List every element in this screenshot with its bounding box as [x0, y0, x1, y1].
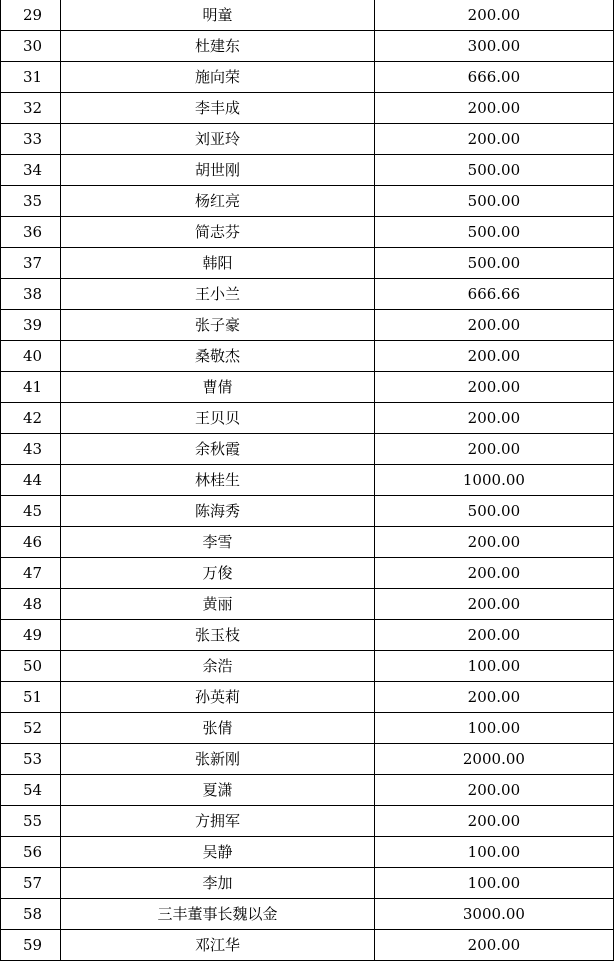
table-row: [1, 744, 614, 775]
donor-name: 夏潇: [61, 775, 375, 806]
donation-amount: 666.66: [374, 279, 613, 310]
table-row: [1, 465, 614, 496]
donation-amount: 200.00: [374, 341, 613, 372]
table-row: [1, 527, 614, 558]
table-row: [1, 434, 614, 465]
row-number: 33: [1, 124, 61, 155]
table-row: [1, 899, 614, 930]
donor-name: 李加: [61, 868, 375, 899]
donor-name: 张玉枝: [61, 620, 375, 651]
donation-amount: 2000.00: [374, 744, 613, 775]
table-row: [1, 837, 614, 868]
table-row: [1, 620, 614, 651]
row-number: 35: [1, 186, 61, 217]
donation-amount: 500.00: [374, 217, 613, 248]
row-number: 32: [1, 93, 61, 124]
table-row: [1, 372, 614, 403]
donor-name: 杨红亮: [61, 186, 375, 217]
row-number: 47: [1, 558, 61, 589]
row-number: 48: [1, 589, 61, 620]
donation-amount: 100.00: [374, 868, 613, 899]
table-row: [1, 279, 614, 310]
row-number: 59: [1, 930, 61, 961]
row-number: 44: [1, 465, 61, 496]
donation-amount: 200.00: [374, 558, 613, 589]
donor-name: 胡世刚: [61, 155, 375, 186]
table-row: [1, 403, 614, 434]
table-row: [1, 651, 614, 682]
donor-name: 张倩: [61, 713, 375, 744]
table-row: [1, 775, 614, 806]
row-number: 40: [1, 341, 61, 372]
donation-amount: 200.00: [374, 775, 613, 806]
donor-name: 陈海秀: [61, 496, 375, 527]
row-number: 36: [1, 217, 61, 248]
row-number: 37: [1, 248, 61, 279]
donation-amount: 200.00: [374, 403, 613, 434]
row-number: 58: [1, 899, 61, 930]
row-number: 31: [1, 62, 61, 93]
table-row: [1, 868, 614, 899]
table-row: [1, 806, 614, 837]
row-number: 39: [1, 310, 61, 341]
table-row: [1, 0, 614, 31]
row-number: 50: [1, 651, 61, 682]
donor-name: 施向荣: [61, 62, 375, 93]
table-row: [1, 124, 614, 155]
table-row: [1, 713, 614, 744]
donor-name: 韩阳: [61, 248, 375, 279]
donor-name: 张新刚: [61, 744, 375, 775]
row-number: 38: [1, 279, 61, 310]
donor-name: 明童: [61, 0, 375, 31]
donor-name: 余浩: [61, 651, 375, 682]
donation-amount: 200.00: [374, 806, 613, 837]
donor-name: 杜建东: [61, 31, 375, 62]
table-row: [1, 155, 614, 186]
table-row: [1, 589, 614, 620]
row-number: 34: [1, 155, 61, 186]
table-row: [1, 496, 614, 527]
row-number: 51: [1, 682, 61, 713]
table-row: [1, 248, 614, 279]
donor-name: 万俊: [61, 558, 375, 589]
table-row: [1, 31, 614, 62]
donor-name: 余秋霞: [61, 434, 375, 465]
table-row: [1, 217, 614, 248]
table-row: [1, 186, 614, 217]
table-row: [1, 930, 614, 961]
donation-amount: 200.00: [374, 310, 613, 341]
row-number: 55: [1, 806, 61, 837]
donation-amount: 500.00: [374, 496, 613, 527]
row-number: 46: [1, 527, 61, 558]
donation-amount: 1000.00: [374, 465, 613, 496]
donor-name: 李丰成: [61, 93, 375, 124]
donation-amount: 100.00: [374, 651, 613, 682]
table-row: [1, 558, 614, 589]
donation-amount: 3000.00: [374, 899, 613, 930]
donor-name: 刘亚玲: [61, 124, 375, 155]
table-body: [1, 0, 614, 961]
table-row: [1, 341, 614, 372]
donor-name: 简志芬: [61, 217, 375, 248]
donation-amount: 200.00: [374, 527, 613, 558]
donation-amount: 500.00: [374, 248, 613, 279]
donation-amount: 200.00: [374, 372, 613, 403]
donation-amount: 200.00: [374, 620, 613, 651]
donation-amount: 200.00: [374, 434, 613, 465]
table-row: [1, 682, 614, 713]
donor-name: 吴静: [61, 837, 375, 868]
donation-amount: 300.00: [374, 31, 613, 62]
table-row: [1, 62, 614, 93]
donor-name: 方拥军: [61, 806, 375, 837]
donor-name: 王贝贝: [61, 403, 375, 434]
donation-amount: 200.00: [374, 0, 613, 31]
table-row: [1, 93, 614, 124]
table-row: [1, 310, 614, 341]
donor-name: 黄丽: [61, 589, 375, 620]
row-number: 54: [1, 775, 61, 806]
donation-amount: 500.00: [374, 186, 613, 217]
donor-name: 三丰董事长魏以金: [61, 899, 375, 930]
donor-name: 林桂生: [61, 465, 375, 496]
row-number: 41: [1, 372, 61, 403]
donation-amount: 100.00: [374, 713, 613, 744]
row-number: 56: [1, 837, 61, 868]
row-number: 52: [1, 713, 61, 744]
donor-name: 曹倩: [61, 372, 375, 403]
row-number: 45: [1, 496, 61, 527]
donation-amount: 100.00: [374, 837, 613, 868]
donation-amount: 666.00: [374, 62, 613, 93]
row-number: 43: [1, 434, 61, 465]
donor-name: 孙英莉: [61, 682, 375, 713]
donor-name: 张子豪: [61, 310, 375, 341]
donation-amount: 200.00: [374, 930, 613, 961]
row-number: 30: [1, 31, 61, 62]
row-number: 49: [1, 620, 61, 651]
donor-name: 王小兰: [61, 279, 375, 310]
row-number: 29: [1, 0, 61, 31]
donation-amount: 500.00: [374, 155, 613, 186]
donation-amount: 200.00: [374, 93, 613, 124]
donor-name: 李雪: [61, 527, 375, 558]
row-number: 42: [1, 403, 61, 434]
donation-amount: 200.00: [374, 589, 613, 620]
row-number: 57: [1, 868, 61, 899]
donor-name: 桑敬杰: [61, 341, 375, 372]
donor-name: 邓江华: [61, 930, 375, 961]
donation-amount: 200.00: [374, 682, 613, 713]
row-number: 53: [1, 744, 61, 775]
donation-amount: 200.00: [374, 124, 613, 155]
